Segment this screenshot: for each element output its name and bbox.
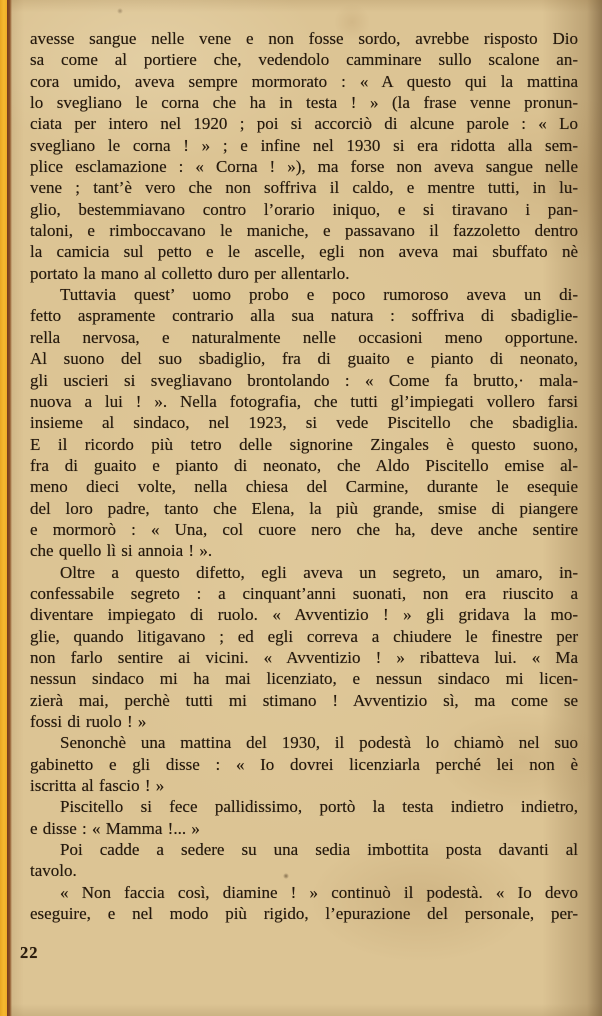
paragraph (30, 882, 578, 925)
text-line: la camicia sul petto e le ascelle, egli non aveva mai sbuffato nè (30, 242, 578, 262)
text-line: ciata per intero nel 1920 ; poi si accorciò di alcune parole : « Lo (30, 114, 578, 134)
text-line: gabinetto e gli disse : « Io dovrei licenziarla perché lei non è (30, 754, 578, 774)
text-line: che quello lì si annoia ! ». (30, 541, 213, 561)
text-block (30, 28, 578, 924)
text-line: meno dieci volte, nella chiesa del Carmine, durante le esequie (30, 477, 578, 497)
text-line: Oltre a questo difetto, egli aveva un segreto, un amaro, in- (60, 562, 578, 582)
text-line: rella nervosa, e naturalmente nelle occasioni meno opportune. (30, 327, 578, 347)
text-line: fra di guaito e pianto di neonato, che Aldo Piscitello emise al- (30, 455, 578, 475)
text-line: glie, quando litigavano ; ed egli correva a chiudere le finestre per (30, 626, 578, 646)
text-line: tavolo. (30, 861, 77, 881)
paragraph (30, 284, 578, 561)
text-line: eseguire, e nel modo più rigido, l’epurazione del personale, per- (30, 904, 578, 924)
text-line: iscritta al fascio ! » (30, 776, 165, 796)
paragraph (30, 562, 578, 733)
text-line: diventare impiegato di ruolo. « Avventizio ! » gli gridava la mo- (30, 605, 578, 625)
text-line: fossi di ruolo ! » (30, 712, 147, 731)
text-line: nuova a lui ! ». Nella fotografia, che tutti gl’impiegati vollero farsi (30, 391, 578, 411)
text-line: plice esclamazione : « Corna ! »), ma forse non aveva sangue nelle (30, 157, 578, 177)
text-line: vene ; tant’è vero che non soffriva il caldo, e mentre tutti, in lu- (30, 178, 578, 198)
text-line: nessun sindaco mi ha mai licenziato, e nessun sindaco mi licen- (30, 669, 578, 689)
text-line: non farlo sentire ai vicini. « Avventizio ! » ribatteva lui. « Ma (30, 647, 578, 667)
text-line: gli uscieri si svegliavano brontolando : « Come fa brutto,· mala- (30, 370, 578, 390)
book-cover-edge-strip (0, 0, 7, 1016)
text-line: confessabile segreto : a cinquant’anni suonati, non era riuscito a (30, 583, 578, 603)
text-line: Al suono del suo sbadiglio, fra di guaito e pianto di neonato, (30, 349, 578, 369)
text-line: « Non faccia così, diamine ! » continuò il podestà. « Io devo (60, 882, 578, 902)
text-line: E il ricordo più tetro delle signorine Zingales è questo suono, (30, 434, 578, 454)
text-line: insieme al sindaco, nel 1923, si vede Piscitello che sbadiglia. (30, 413, 578, 433)
paragraph (30, 839, 578, 882)
text-line: del loro padre, tanto che Elena, la più grande, smise di piangere (30, 498, 578, 518)
text-line: Piscitello si fece pallidissimo, portò la testa indietro indietro, (60, 797, 578, 817)
text-line: e mormorò : « Una, col cuore nero che ha, deve anche sentire (30, 519, 578, 539)
text-line: zierà mai, perchè tutti mi stimano ! Avventizio sì, ma come se (30, 690, 578, 710)
paragraph (30, 28, 578, 284)
text-line: lo svegliano le corna che ha in testa ! » (la frase venne pronun- (30, 93, 578, 113)
text-line: svegliano le corna ! » ; e infine nel 1930 si era ridotta alla sem- (30, 135, 578, 155)
text-line: sa come al portiere che, vedendolo camminare sullo scalone an- (30, 50, 578, 70)
text-line: cora umido, aveva sempre mormorato : « A questo qui la mattina (30, 71, 578, 91)
page-number: 22 (20, 943, 39, 962)
paragraph (30, 796, 578, 839)
text-line: avesse sangue nelle vene e non fosse sordo, avrebbe risposto Dio (30, 29, 578, 48)
page-edge-shadow (7, 0, 12, 1016)
text-line: Senonchè una mattina del 1930, il podestà lo chiamò nel suo (60, 733, 578, 753)
paragraph (30, 732, 578, 796)
text-line: taloni, e rimboccavano le maniche, e passavano il fazzoletto dentro (30, 221, 578, 241)
text-line: portato la mano al colletto duro per allentarlo. (30, 263, 350, 283)
text-line: Poi cadde a sedere su una sedia imbottita posta davanti al (60, 840, 578, 860)
text-line: e disse : « Mamma !... » (30, 818, 200, 838)
text-line: fetto aspramente contrario alla sua natura : soffriva di sbadiglie- (30, 306, 578, 326)
text-line: Tuttavia quest’ uomo probo e poco rumoroso aveva un di- (60, 285, 578, 305)
text-line: glio, bestemmiavano contro l’orario iniquo, e si tiravano i pan- (30, 199, 578, 219)
